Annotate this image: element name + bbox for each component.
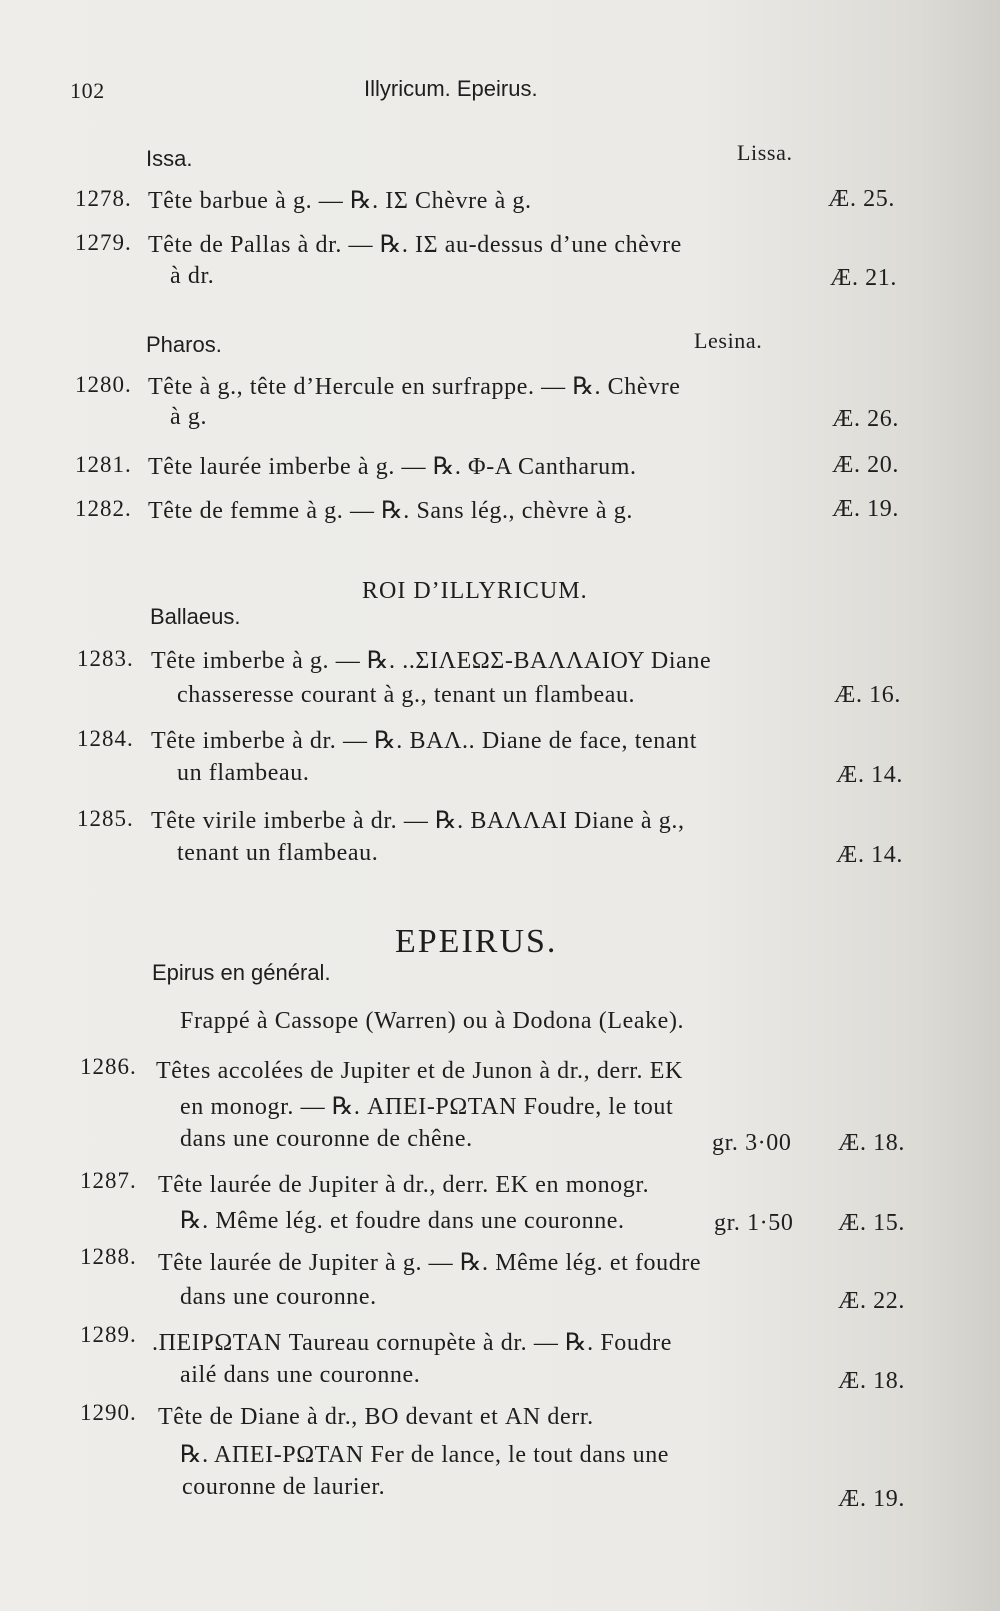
metal-size: Æ. 26. [832,406,899,432]
entry-text: .ΠΕΙΡΩΤΑΝ Taureau cornupète à dr. — ℞. Foudre [152,1330,672,1356]
region-heading: EPEIRUS. [395,923,558,960]
weight: gr. 3·00 [712,1130,792,1156]
section-heading-epirus: Epirus en général. [152,960,331,985]
entry-number: 1290. [80,1400,137,1425]
entry-text: à g. [170,404,208,430]
entry-text: dans une couronne. [180,1284,377,1310]
metal-size: Æ. 16. [834,682,901,708]
subheading: ROI D’ILLYRICUM. [362,578,588,604]
modern-name-lesina: Lesina. [694,328,763,353]
entry-text: Tête imberbe à g. — ℞. ..ΣΙΛΕΩΣ-ΒΑΛΛΑΙΟΥ Diane [151,648,712,674]
entry-number: 1282. [75,496,132,521]
metal-size: Æ. 15. [838,1210,905,1236]
metal-size: Æ. 19. [832,496,899,522]
modern-name-lissa: Lissa. [737,140,793,165]
metal-size: Æ. 18. [838,1130,905,1156]
entry-number: 1280. [75,372,132,397]
entry-text: Tête laurée imberbe à g. — ℞. Φ-Α Cantharum. [148,454,637,480]
metal-size: Æ. 14. [836,842,903,868]
entry-number: 1281. [75,452,132,477]
metal-size: Æ. 18. [838,1368,905,1394]
section-heading-ballaeus: Ballaeus. [150,604,241,629]
metal-size: Æ. 21. [830,265,897,291]
entry-text: Tête barbue à g. — ℞. ΙΣ Chèvre à g. [148,188,532,214]
weight: gr. 1·50 [714,1210,794,1236]
entry-text: Tête de Pallas à dr. — ℞. ΙΣ au-dessus d’une chèvre [148,232,682,258]
metal-size: Æ. 19. [838,1486,905,1512]
metal-size: Æ. 25. [828,186,895,212]
entry-text: en monogr. — ℞. ΑΠΕΙ-ΡΩΤΑΝ Foudre, le tout [180,1094,674,1120]
section-heading-pharos: Pharos. [146,332,222,357]
entry-text: tenant un flambeau. [177,840,379,866]
entry-text: Tête virile imberbe à dr. — ℞. ΒΑΛΛΑΙ Diane à g., [151,808,685,834]
entry-text: ailé dans une couronne. [180,1362,421,1388]
entry-text: ℞. Même lég. et foudre dans une couronne. [180,1208,625,1234]
entry-text: Tête de Diane à dr., ΒΟ devant et ΑΝ derr. [158,1404,594,1430]
metal-size: Æ. 14. [836,762,903,788]
entry-text: Tête imberbe à dr. — ℞. ΒΑΛ.. Diane de face, tenant [151,728,697,754]
entry-number: 1284. [77,726,134,751]
section-heading-issa: Issa. [146,146,193,171]
entry-text: Têtes accolées de Jupiter et de Junon à dr., derr. ΕΚ [156,1058,683,1084]
entry-text: ℞. ΑΠΕΙ-ΡΩΤΑΝ Fer de lance, le tout dans une [180,1442,670,1468]
page-number: 102 [70,78,105,103]
entry-number: 1289. [80,1322,137,1347]
entry-text: chasseresse courant à g., tenant un flambeau. [177,682,636,708]
entry-text: Tête laurée de Jupiter à g. — ℞. Même lég. et foudre [158,1250,702,1276]
entry-number: 1285. [77,806,134,831]
entry-text: Tête laurée de Jupiter à dr., derr. ΕΚ en monogr. [158,1172,650,1198]
entry-text: dans une couronne de chêne. [180,1126,473,1152]
entry-number: 1279. [75,230,132,255]
metal-size: Æ. 22. [838,1288,905,1314]
entry-number: 1278. [75,186,132,211]
running-title: Illyricum. Epeirus. [364,76,538,101]
entry-text: à dr. [170,263,215,289]
entry-number: 1286. [80,1054,137,1079]
entry-number: 1288. [80,1244,137,1269]
entry-number: 1287. [80,1168,137,1193]
entry-number: 1283. [77,646,134,671]
entry-text: Tête de femme à g. — ℞. Sans lég., chèvre à g. [148,498,633,524]
entry-text: Tête à g., tête d’Hercule en surfrappe. — ℞. Chèvre [148,374,681,400]
entry-text: un flambeau. [177,760,310,786]
entry-text: couronne de laurier. [182,1474,386,1500]
intro-note: Frappé à Cassope (Warren) ou à Dodona (Leake). [180,1008,685,1034]
metal-size: Æ. 20. [832,452,899,478]
